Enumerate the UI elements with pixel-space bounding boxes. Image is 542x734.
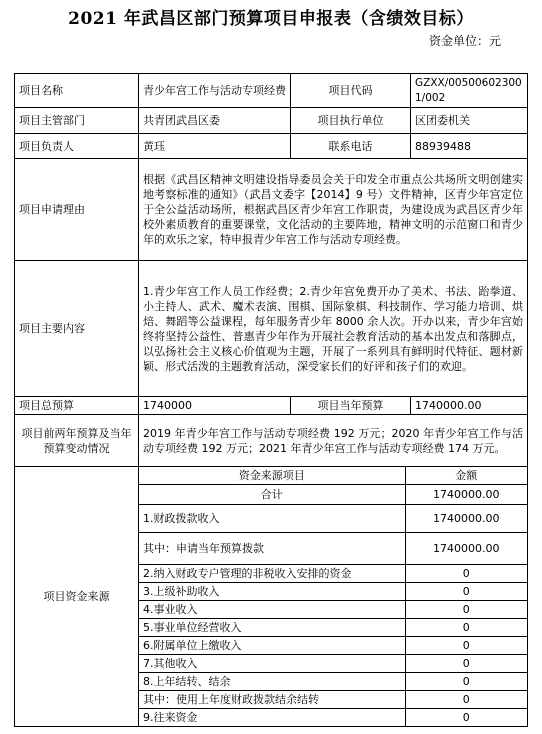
funding-row-name: 8.上年结转、结余: [139, 673, 405, 691]
funding-row-name: 4.事业收入: [139, 601, 405, 619]
funding-row-name: 9.往来资金: [143, 711, 198, 724]
dept-label: 项目主管部门: [15, 108, 139, 134]
funding-row-name: 1.财政拨款收入: [139, 505, 405, 533]
currency-unit: 资金单位：元: [428, 34, 501, 48]
reason-text: 根据《武昌区精神文明建设指导委员会关于印发全市重点公共场所文明创建实地考察标准的通知》（武昌文委字【2014】9 号）文件精神，区青少年宫定位于全公益活动场所，根据武昌区青少年宫工作职责，为建设成为武昌区青少年校外素质教育的重要课堂，文化活动的主要阵地，精神文明的示范窗口和青少年的欢乐之家，特申报青少年宫工作与活动专项经费。: [139, 159, 528, 261]
funding-row-name: 5.事业单位经营收入: [139, 619, 405, 637]
project-code-value: GZXX/005006023001/002: [411, 74, 528, 108]
funding-source-table: [139, 467, 527, 726]
funding-row-amount: 1740000.00: [405, 505, 527, 533]
total-budget-label: 项目总预算: [15, 397, 139, 415]
funding-row-amount: 0: [405, 637, 527, 655]
funding-row-amount: 0: [405, 691, 527, 709]
funding-row-name: 7.其他收入: [139, 655, 405, 673]
funding-header-amount: 金额: [405, 467, 527, 485]
funding-row-amount: 0: [405, 655, 527, 673]
funding-row-name: 2.纳入财政专户管理的非税收入安排的资金: [139, 565, 405, 583]
history-text: 2019 年青少年宫工作与活动专项经费 192 万元；2020 年青少年宫工作与活动专项经费 192 万元；2021 年青少年宫工作与活动专项经费 174 万元。: [139, 415, 528, 467]
reason-label: 项目申请理由: [15, 159, 139, 261]
project-name-value: 青少年宫工作与活动专项经费: [139, 74, 291, 108]
funding-row-amount: 1740000.00: [405, 485, 527, 505]
funding-row-name: 6.附属单位上缴收入: [139, 637, 405, 655]
content-label: 项目主要内容: [15, 261, 139, 397]
funding-row-name: 其中：申请当年预算拨款: [139, 533, 405, 565]
project-application-form: [14, 73, 528, 727]
person-label: 项目负责人: [15, 134, 139, 159]
content-text: 1.青少年宫工作人员工作经费；2.青少年宫免费开办了美术、书法、跆拳道、小主持人、武术、魔术表演、围棋、国际象棋、科技制作、学习能力培训、烘焙、舞蹈等公益课程，每年服务青少年 8000 余人次。开办以来，青少年宫始终将坚持公益性、普惠青少年作为开展社会教育活动的基本出发点和落脚点，以弘扬社会主义核心价值观为主题，开展了一系列具有鲜明时代特征、题材新颖、形式活泼的主题教育活动，深受家长们的好评和孩子们的欢迎。: [139, 261, 528, 397]
phone-value: 88939488: [411, 134, 528, 159]
funding-row-amount: 0: [405, 565, 527, 583]
project-name-label: 项目名称: [15, 74, 139, 108]
page-title: 2021 年武昌区部门预算项目申报表（含绩效目标）: [68, 9, 474, 29]
funding-row-amount: 0: [405, 709, 527, 727]
exec-unit-value: 区团委机关: [411, 108, 528, 134]
phone-label: 联系电话: [291, 134, 411, 159]
current-budget-value: 1740000.00: [411, 397, 528, 415]
funding-row-amount: 0: [405, 583, 527, 601]
funding-header-source: 资金来源项目: [139, 467, 405, 485]
person-value: 黄珏: [139, 134, 291, 159]
dept-value: 共青团武昌区委: [139, 108, 291, 134]
funding-label: 项目资金来源: [15, 467, 139, 727]
funding-row-name: 合计: [139, 485, 405, 505]
history-label: 项目前两年预算及当年预算变动情况: [15, 415, 139, 467]
funding-row-name: 其中：使用上年度财政拨款结余结转: [139, 691, 405, 709]
funding-row-amount: 0: [405, 673, 527, 691]
funding-row-amount: 0: [405, 619, 527, 637]
exec-unit-label: 项目执行单位: [291, 108, 411, 134]
funding-row-amount: 1740000.00: [405, 533, 527, 565]
project-code-label: 项目代码: [291, 74, 411, 108]
funding-source-cell: [139, 467, 528, 727]
current-budget-label: 项目当年预算: [291, 397, 411, 415]
funding-row-name: 3.上级补助收入: [139, 583, 405, 601]
funding-row-amount: 0: [405, 601, 527, 619]
total-budget-value: 1740000: [139, 397, 291, 415]
